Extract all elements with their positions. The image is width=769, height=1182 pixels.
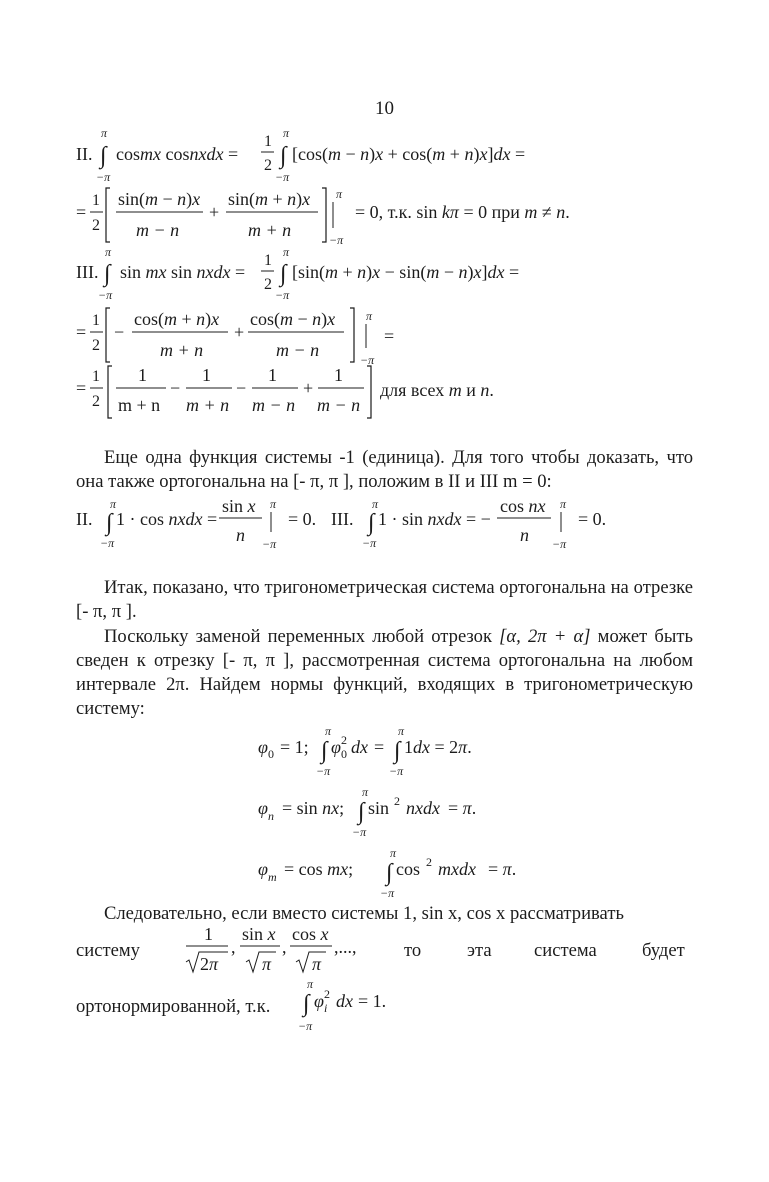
svg-text:sin: sin [368, 798, 390, 818]
paragraph-text-part-a: Поскольку заменой переменных любой отрезок [104, 626, 492, 647]
svg-text:,: , [231, 937, 236, 957]
svg-text:2π: 2π [200, 954, 219, 974]
svg-text:= 0.: = 0. [578, 509, 607, 529]
svg-text:II.: II. [76, 144, 93, 164]
svg-text:π: π [366, 309, 373, 323]
svg-text:φ: φ [258, 737, 268, 757]
svg-text:,...,: ,..., [334, 937, 357, 957]
svg-text:∫: ∫ [368, 510, 375, 536]
svg-text:m: m [268, 870, 277, 884]
svg-text:−: − [170, 378, 181, 398]
svg-text:cos: cos [396, 859, 420, 879]
svg-text:2: 2 [394, 794, 400, 808]
svg-text:III.: III. [76, 262, 99, 282]
svg-text:2: 2 [264, 276, 272, 293]
svg-text:2: 2 [324, 987, 330, 1001]
svg-text:∫: ∫ [280, 261, 287, 287]
svg-text:+: + [234, 322, 245, 342]
svg-text:1: 1 [204, 924, 213, 944]
svg-text:π: π [105, 245, 112, 259]
svg-text:−π: −π [380, 886, 395, 900]
svg-text:∫: ∫ [100, 143, 107, 169]
svg-text:π: π [283, 126, 290, 140]
svg-text:[cos(m − n)x + cos(m + n)x]dx: [cos(m − n)x + cos(m + n)x]dx = [292, 144, 526, 164]
interval-expression: [α, 2π + α] [499, 626, 591, 647]
svg-text:φ: φ [314, 991, 324, 1011]
svg-text:∫: ∫ [280, 143, 287, 169]
svg-text:∫: ∫ [321, 738, 328, 764]
svg-text:1: 1 [138, 365, 147, 385]
svg-text:0: 0 [341, 747, 347, 761]
svg-text:2: 2 [426, 855, 432, 869]
svg-text:cosmx cosnxdx =: cosmx cosnxdx = [116, 144, 239, 164]
svg-text:dx: dx [336, 991, 353, 1011]
svg-text:cos nx: cos nx [500, 496, 546, 516]
paragraph-norms-intro [76, 625, 693, 721]
svg-text:= 1.: = 1. [358, 991, 387, 1011]
svg-text:=: = [384, 326, 395, 346]
svg-text:1: 1 [92, 368, 100, 385]
svg-text:= 0.: = 0. [288, 509, 317, 529]
word-system-2: система [534, 940, 597, 961]
paragraph-text: Следовательно, если вместо системы 1, sin x, cos x рассматривать [104, 903, 624, 924]
svg-text:m + n: m + n [186, 395, 230, 415]
svg-text:1: 1 [268, 365, 277, 385]
svg-text:∫: ∫ [386, 860, 393, 886]
svg-text:+: + [209, 202, 220, 222]
svg-text:∫: ∫ [303, 991, 310, 1017]
svg-text:mxdx: mxdx [438, 859, 476, 879]
svg-text:sin(m − n)x: sin(m − n)x [118, 189, 201, 209]
svg-text:1: 1 [264, 252, 272, 269]
svg-text:−π: −π [100, 536, 115, 550]
svg-text:II.: II. [76, 509, 93, 529]
paragraph-text-part-b: может быть сведен к отрезку [- π, π ], рассмотренная система ортогональна на любом интервале 2π. Найдем нормы функций, входящих в тригонометрическую систему: [76, 626, 693, 719]
svg-text:1: 1 [334, 365, 343, 385]
svg-text:−π: −π [389, 764, 404, 778]
svg-text:n: n [520, 525, 529, 545]
svg-text:1dx = 2π.: 1dx = 2π. [404, 737, 472, 757]
svg-text:=: = [76, 202, 87, 222]
svg-text:nxdx: nxdx [406, 798, 440, 818]
svg-text:1: 1 [92, 192, 100, 209]
paragraph-text: Еще одна функция системы -1 (единица). Для того чтобы доказать, что она также ортогональна на [- π, π ], положим в II и III m = 0: [76, 447, 693, 492]
svg-text:cos(m + n)x: cos(m + n)x [134, 309, 220, 329]
svg-text:m + n: m + n [248, 220, 292, 240]
svg-text:−π: −π [352, 825, 367, 839]
svg-text:∫: ∫ [104, 261, 111, 287]
svg-text:π: π [101, 126, 108, 140]
svg-text:=: = [76, 378, 87, 398]
svg-text:φ: φ [258, 859, 268, 879]
svg-text:π: π [262, 954, 272, 974]
svg-text:=: = [374, 737, 385, 757]
svg-text:π: π [307, 977, 314, 991]
svg-text:2: 2 [92, 393, 100, 410]
svg-text:n: n [268, 809, 274, 823]
svg-text:0: 0 [268, 747, 274, 761]
svg-text:−π: −π [329, 233, 344, 247]
svg-text:∫: ∫ [394, 738, 401, 764]
svg-text:−π: −π [262, 537, 277, 551]
svg-text:= π.: = π. [488, 859, 517, 879]
svg-text:III.: III. [331, 509, 354, 529]
svg-text:π: π [390, 846, 397, 860]
svg-text:для всех m и n.: для всех m и n. [380, 380, 494, 400]
svg-text:sin x: sin x [222, 496, 256, 516]
svg-text:m − n: m − n [136, 220, 180, 240]
svg-text:cos(m − n)x: cos(m − n)x [250, 309, 336, 329]
svg-text:= sin nx;: = sin nx; [282, 798, 345, 818]
word-will-be: будет [642, 940, 685, 961]
svg-text:m + n: m + n [160, 340, 204, 360]
paragraph-text: Итак, показано, что тригонометрическая система ортогональна на отрезке [- π, π ]. [76, 577, 693, 622]
paragraph-conclusion [76, 576, 693, 624]
word-then: то [404, 940, 422, 961]
svg-text:m + n: m + n [118, 395, 161, 415]
svg-text:= 1;: = 1; [280, 737, 309, 757]
svg-text:cos x: cos x [292, 924, 329, 944]
svg-text:π: π [312, 954, 322, 974]
svg-text:∫: ∫ [358, 799, 365, 825]
svg-text:φ: φ [331, 737, 341, 757]
paragraph-unit-function [76, 446, 693, 494]
svg-text:= cos mx;: = cos mx; [284, 859, 354, 879]
svg-text:π: π [270, 497, 277, 511]
svg-text:−π: −π [360, 353, 375, 367]
svg-text:1 · cos nxdx =: 1 · cos nxdx = [116, 509, 218, 529]
paragraph-orthonormal: ортонормированной, т.к. [76, 996, 271, 1017]
svg-text:1 · sin nxdx = −: 1 · sin nxdx = − [378, 509, 491, 529]
svg-text:π: π [398, 724, 405, 738]
svg-text:+: + [303, 378, 314, 398]
svg-text:,: , [282, 937, 287, 957]
paragraph-text [76, 625, 693, 721]
svg-text:−: − [114, 322, 125, 342]
svg-text:1: 1 [264, 133, 272, 150]
svg-text:2: 2 [92, 217, 100, 234]
svg-text:sin(m + n)x: sin(m + n)x [228, 189, 311, 209]
svg-text:π: π [283, 245, 290, 259]
page-number: 10 [375, 98, 394, 119]
svg-text:π: π [325, 724, 332, 738]
svg-text:1: 1 [92, 312, 100, 329]
svg-text:= 0, т.к. sin kπ = 0 при m ≠ n: = 0, т.к. sin kπ = 0 при m ≠ n. [355, 202, 570, 222]
svg-text:π: π [336, 187, 343, 201]
svg-text:[sin(m + n)x − sin(m − n)x]dx: [sin(m + n)x − sin(m − n)x]dx = [292, 262, 520, 282]
svg-text:= π.: = π. [448, 798, 477, 818]
svg-text:π: π [110, 497, 117, 511]
svg-text:n: n [236, 525, 245, 545]
svg-text:m − n: m − n [317, 395, 361, 415]
paragraph-normalization [76, 902, 693, 926]
svg-text:−π: −π [298, 1019, 313, 1033]
svg-text:dx: dx [351, 737, 368, 757]
svg-text:−π: −π [96, 170, 111, 184]
svg-text:−: − [236, 378, 247, 398]
svg-text:−π: −π [275, 288, 290, 302]
svg-text:1: 1 [202, 365, 211, 385]
svg-text:sin mx sin nxdx =: sin mx sin nxdx = [120, 262, 246, 282]
word-system: систему [76, 940, 140, 961]
svg-text:m − n: m − n [276, 340, 320, 360]
svg-text:φ: φ [258, 798, 268, 818]
svg-text:=: = [76, 322, 87, 342]
svg-text:π: π [372, 497, 379, 511]
svg-text:−π: −π [275, 170, 290, 184]
svg-text:−π: −π [316, 764, 331, 778]
svg-text:π: π [362, 785, 369, 799]
svg-text:2: 2 [341, 733, 347, 747]
svg-text:i: i [324, 1001, 328, 1015]
word-this: эта [467, 940, 492, 961]
svg-text:∫: ∫ [106, 510, 113, 536]
svg-text:π: π [560, 497, 567, 511]
svg-text:−π: −π [552, 537, 567, 551]
svg-text:sin x: sin x [242, 924, 276, 944]
svg-text:2: 2 [264, 157, 272, 174]
svg-text:−π: −π [362, 536, 377, 550]
svg-text:m − n: m − n [252, 395, 296, 415]
svg-text:2: 2 [92, 337, 100, 354]
svg-text:−π: −π [98, 288, 113, 302]
